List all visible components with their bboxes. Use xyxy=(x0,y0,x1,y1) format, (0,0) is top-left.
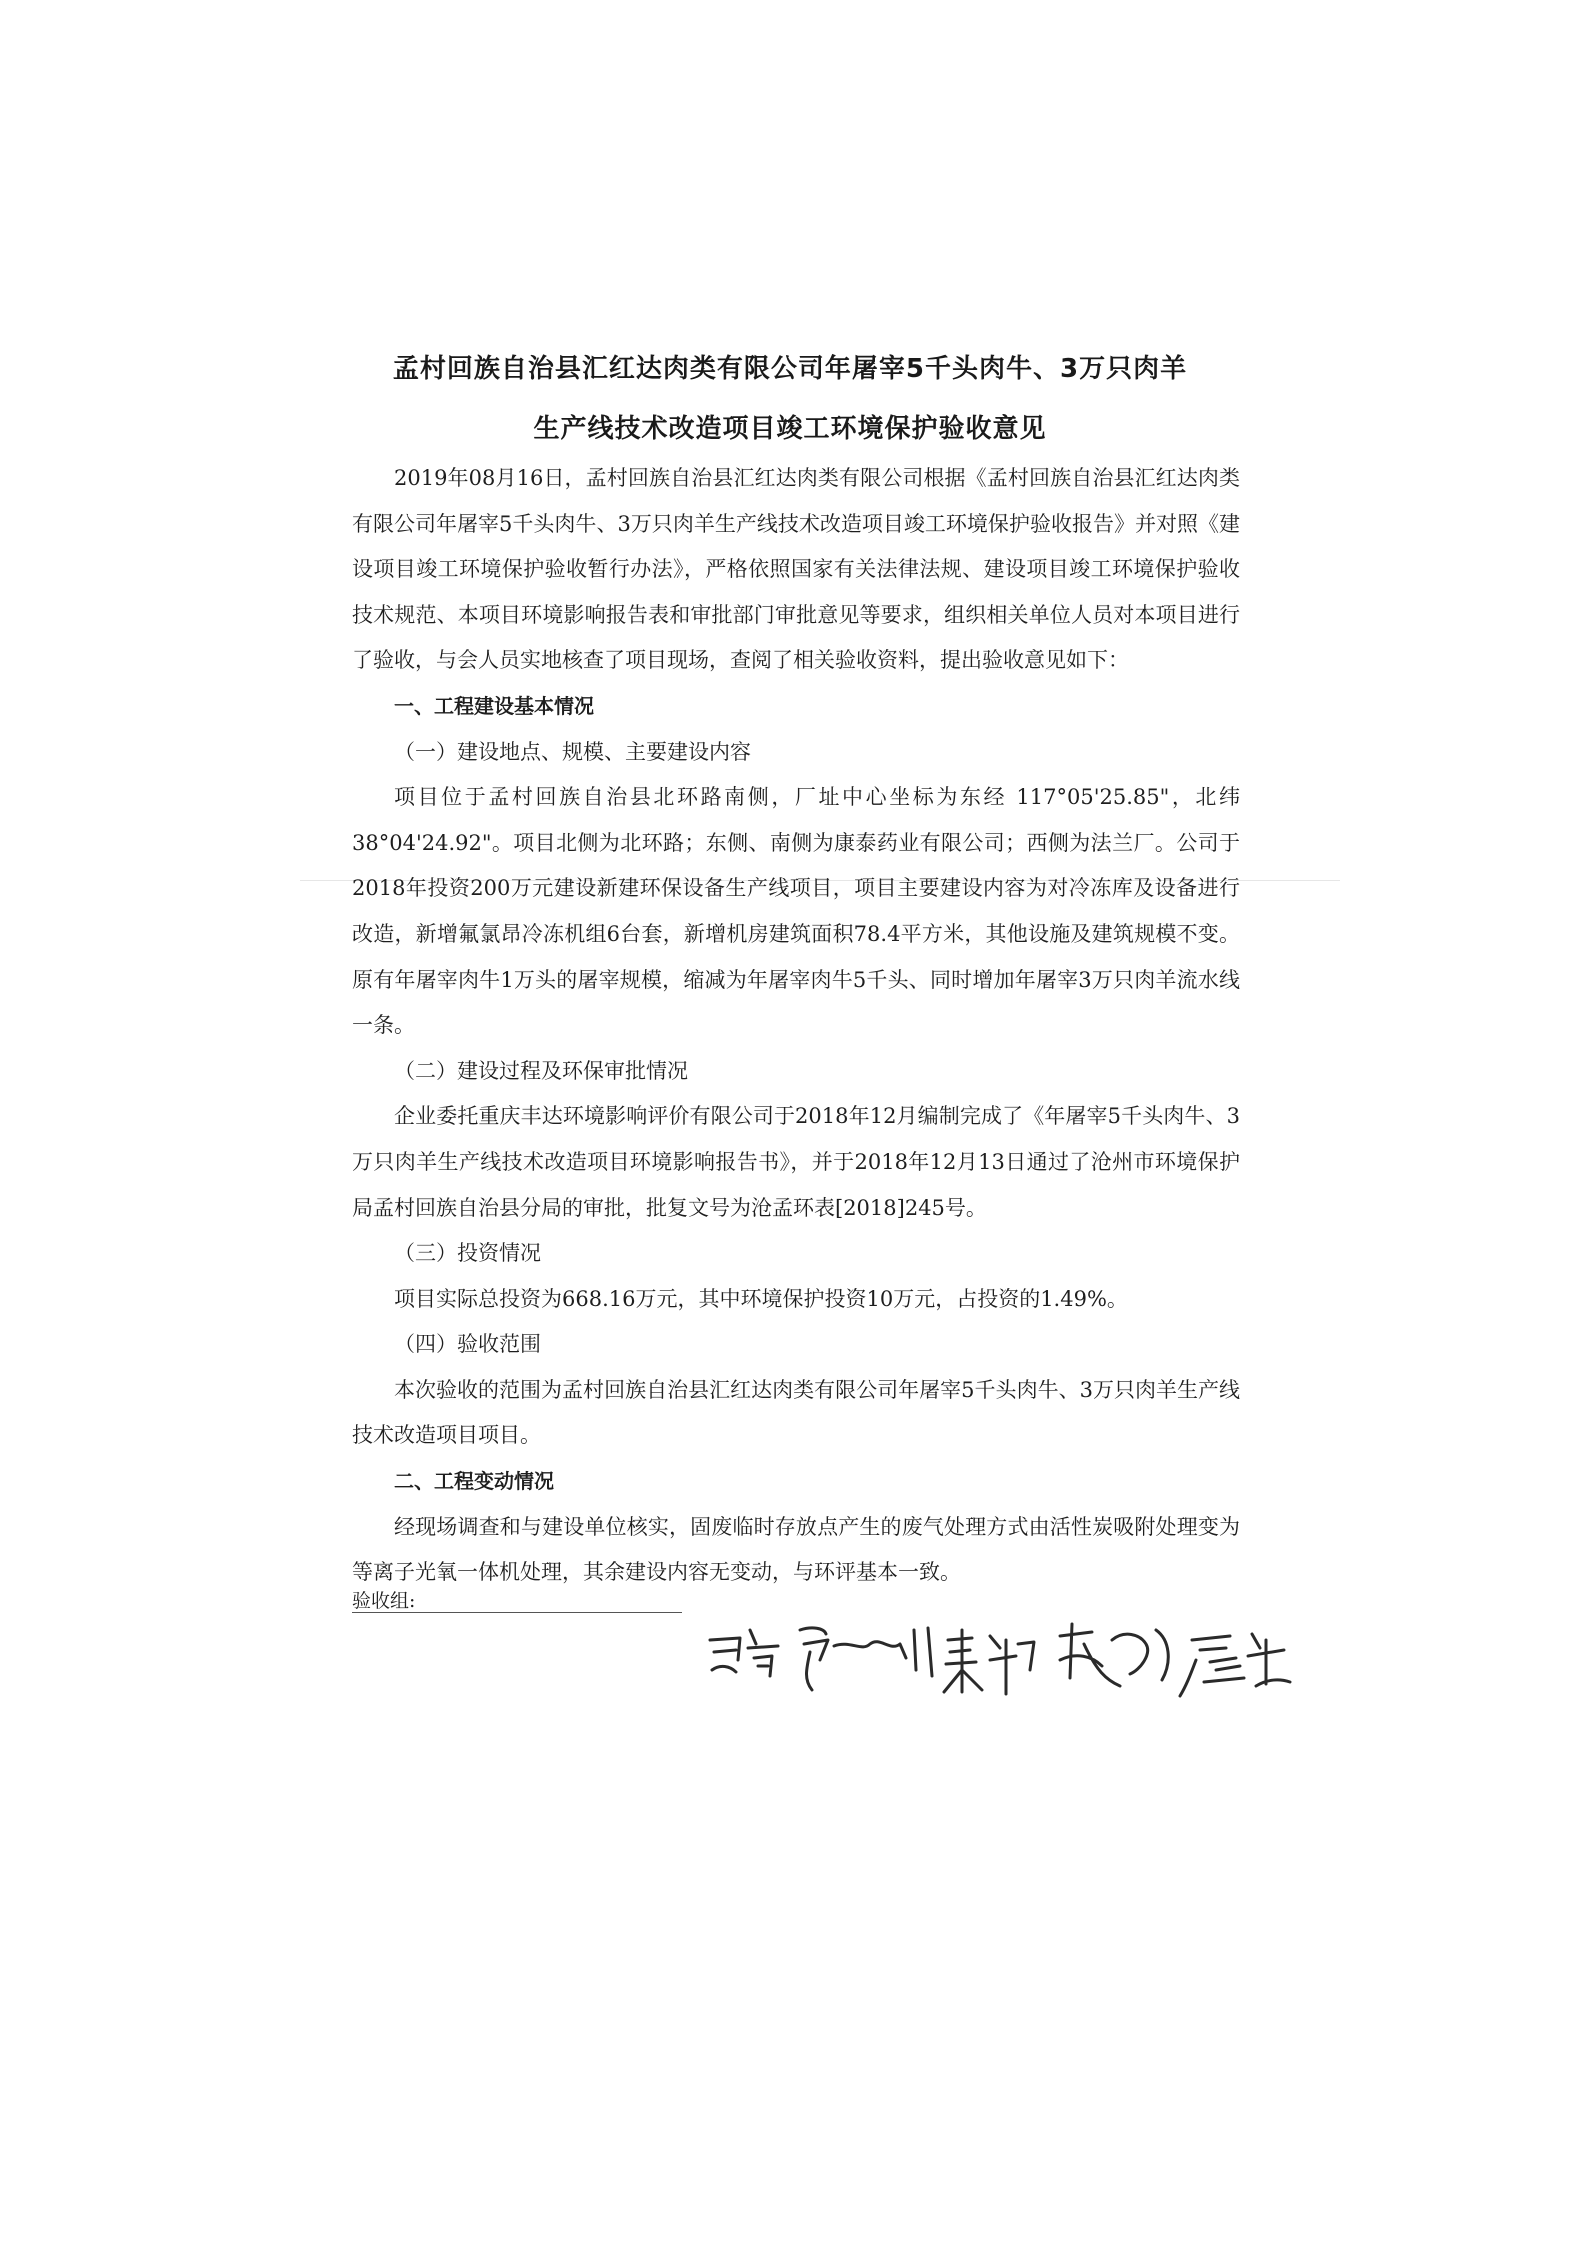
acceptance-group-label: 验收组: xyxy=(352,1590,416,1612)
signature-divider xyxy=(352,1612,682,1613)
section-2-text: 经现场调查和与建设单位核实，固废临时存放点产生的废气处理方式由活性炭吸附处理变为等离子光氧一体机处理，其余建设内容无变动，与环评基本一致。 xyxy=(352,1514,1240,1585)
document-title-line-1: 孟村回族自治县汇红达肉类有限公司年屠宰5千头肉牛、3万只肉羊 xyxy=(392,354,1188,384)
document-title-line-2: 生产线技术改造项目竣工环境保护验收意见 xyxy=(533,414,1047,444)
subsection-2-heading: （二）建设过程及环保审批情况 xyxy=(394,1058,688,1083)
document-body xyxy=(352,456,1240,1596)
section-1-heading: 一、工程建设基本情况 xyxy=(394,693,594,718)
subsection-4-heading: （四）验收范围 xyxy=(394,1332,541,1357)
subsection-3-text: 项目实际总投资为668.16万元，其中环境保护投资10万元，占投资的1.49%。 xyxy=(394,1286,1128,1311)
section-2-heading: 二、工程变动情况 xyxy=(394,1469,554,1494)
subsection-1-heading: （一）建设地点、规模、主要建设内容 xyxy=(394,739,751,764)
intro-paragraph: 2019年08月16日，孟村回族自治县汇红达肉类有限公司根据《孟村回族自治县汇红达肉类有限公司年屠宰5千头肉牛、3万只肉羊生产线技术改造项目竣工环境保护验收报告》并对照《建设项目竣工环境保护验收暂行办法》，严格依照国家有关法律法规、建设项目竣工环境保护验收技术规范、本项目环境影响报告表和审批部门审批意见等要求，组织相关单位人员对本项目进行了验收，与会人员实地核查了项目现场，查阅了相关验收资料，提出验收意见如下： xyxy=(352,466,1240,673)
subsection-4-text: 本次验收的范围为孟村回族自治县汇红达肉类有限公司年屠宰5千头肉牛、3万只肉羊生产线技术改造项目项目。 xyxy=(352,1377,1240,1448)
signature-strokes xyxy=(700,1600,1300,1710)
handwritten-signatures xyxy=(700,1600,1300,1710)
subsection-1-text: 项目位于孟村回族自治县北环路南侧，厂址中心坐标为东经 117°05'25.85"，北纬38°04'24.92"。项目北侧为北环路；东侧、南侧为康泰药业有限公司；西侧为法兰厂。公司于2018年投资200万元建设新建环保设备生产线项目，项目主要建设内容为对冷冻库及设备进行改造，新增氟氯昂冷冻机组6台套，新增机房建筑面积78.4平方米，其他设施及建筑规模不变。原有年屠宰肉牛1万头的屠宰规模，缩减为年屠宰肉牛5千头、同时增加年屠宰3万只肉羊流水线一条。 xyxy=(352,785,1240,1038)
subsection-3-heading: （三）投资情况 xyxy=(394,1241,541,1266)
subsection-2-text: 企业委托重庆丰达环境影响评价有限公司于2018年12月编制完成了《年屠宰5千头肉牛、3万只肉羊生产线技术改造项目环境影响报告书》，并于2018年12月13日通过了沧州市环境保护局孟村回族自治县分局的审批，批复文号为沧孟环表[2018]245号。 xyxy=(352,1104,1240,1220)
